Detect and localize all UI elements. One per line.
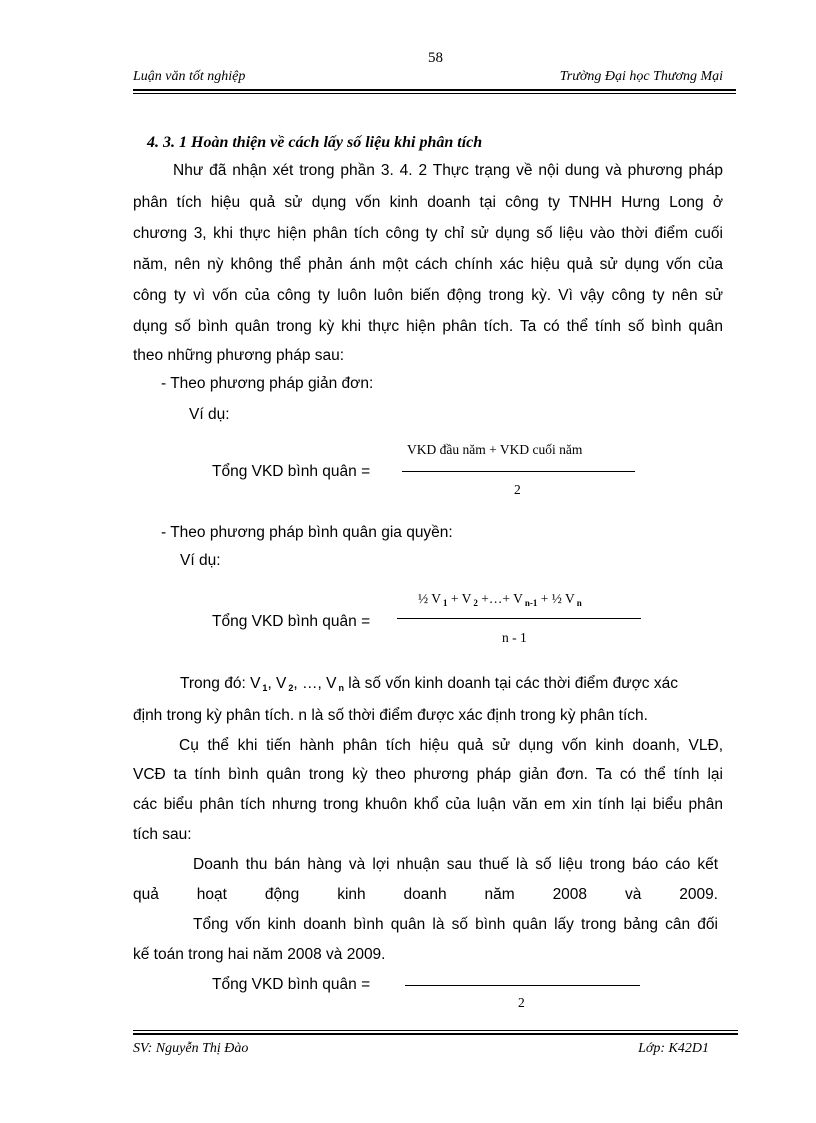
subscript: 2: [288, 683, 294, 693]
subscript: n: [338, 683, 344, 693]
numerator-text: +…+ V: [477, 591, 523, 606]
paragraph-line: dụng số bình quân trong kỳ khi thực hiện phân tích. Ta có thể tính số bình quân: [133, 318, 723, 335]
footer-rule: [133, 1033, 738, 1035]
paragraph-line: Doanh thu bán hàng và lợi nhuận sau thuế là số liệu trong báo cáo kết: [193, 856, 718, 873]
header-rule: [133, 89, 736, 91]
fraction-bar: [402, 471, 635, 472]
formula-numerator: VKD đầu năm + VKD cuối năm: [407, 442, 583, 457]
paragraph-line: Tổng vốn kinh doanh bình quân là số bình quân lấy trong bảng cân đối: [193, 916, 718, 933]
paragraph-line: năm, nên nỳ không thể phản ánh một cách chính xác hiệu quả sử dụng vốn của: [133, 256, 723, 273]
formula-denominator: n - 1: [502, 630, 527, 645]
paragraph-line: quả hoạt động kinh doanh năm 2008 và 2009.: [133, 886, 718, 903]
paragraph-line: Như đã nhận xét trong phần 3. 4. 2 Thực trạng về nội dung và phương pháp: [173, 162, 723, 179]
fraction-bar: [397, 618, 641, 619]
numerator-text: + V: [447, 591, 472, 606]
paragraph-line: theo những phương pháp sau:: [133, 347, 345, 364]
section-heading: 4. 3. 1 Hoàn thiện về cách lấy số liệu khi phân tích: [147, 134, 483, 151]
subscript: 1: [443, 598, 448, 608]
method-title: - Theo phương pháp giản đơn:: [161, 375, 374, 392]
fraction-bar: [405, 985, 640, 986]
numerator-text: ½ V: [418, 591, 442, 606]
header-rule-thin: [133, 93, 736, 94]
paragraph-line: Cụ thể khi tiến hành phân tích hiệu quả sử dụng vốn kinh doanh, VLĐ,: [179, 737, 723, 754]
where-text: , V: [267, 675, 287, 692]
numerator-text: + ½ V: [537, 591, 575, 606]
subscript: 2: [473, 598, 478, 608]
page-number: 58: [428, 50, 443, 66]
formula-denominator: 2: [514, 482, 521, 497]
example-label: Ví dụ:: [189, 406, 230, 423]
where-text: Trong đó: V: [180, 675, 261, 692]
subscript: n-1: [524, 598, 538, 608]
paragraph-line: kế toán trong hai năm 2008 và 2009.: [133, 946, 386, 963]
where-text: , …, V: [293, 675, 337, 692]
subscript: n: [576, 598, 582, 608]
header-left: Luận văn tốt nghiệp: [133, 69, 246, 84]
formula-numerator: [418, 591, 582, 608]
where-line: định trong kỳ phân tích. n là số thời điểm được xác định trong kỳ phân tích.: [133, 707, 648, 724]
footer-left: SV: Nguyễn Thị Đào: [133, 1041, 249, 1056]
paragraph-line: các biểu phân tích nhưng trong khuôn khổ của luận văn em xin tính lại biểu phân: [133, 796, 723, 813]
subscript: 1: [262, 683, 268, 693]
paragraph-line: chương 3, khi thực hiện phân tích công ty chỉ sử dụng số liệu vào thời điểm cuối: [133, 225, 723, 242]
paragraph-line: phân tích hiệu quả sử dụng vốn kinh doanh tại công ty TNHH Hưng Long ở: [133, 194, 723, 211]
where-line: [180, 675, 678, 693]
paragraph-line: VCĐ ta tính bình quân trong kỳ theo phương pháp giản đơn. Ta có thể tính lại: [133, 766, 723, 783]
footer-rule-thin: [133, 1030, 738, 1031]
footer-right: Lớp: K42D1: [638, 1041, 709, 1056]
formula-lhs: Tổng VKD bình quân =: [212, 463, 371, 480]
paragraph-line: tích sau:: [133, 826, 192, 843]
formula-denominator: 2: [518, 995, 525, 1010]
paragraph-line: công ty vì vốn của công ty luôn luôn biến động trong kỳ. Vì vậy công ty nên sử: [133, 287, 723, 304]
formula-lhs: Tổng VKD bình quân =: [212, 976, 371, 993]
header-right: Trường Đại học Thương Mại: [559, 69, 723, 84]
method-title: - Theo phương pháp bình quân gia quyền:: [161, 524, 453, 541]
example-label: Ví dụ:: [180, 552, 221, 569]
formula-lhs: Tổng VKD bình quân =: [212, 613, 371, 630]
where-text: là số vốn kinh doanh tại các thời điểm được xác: [343, 675, 678, 692]
